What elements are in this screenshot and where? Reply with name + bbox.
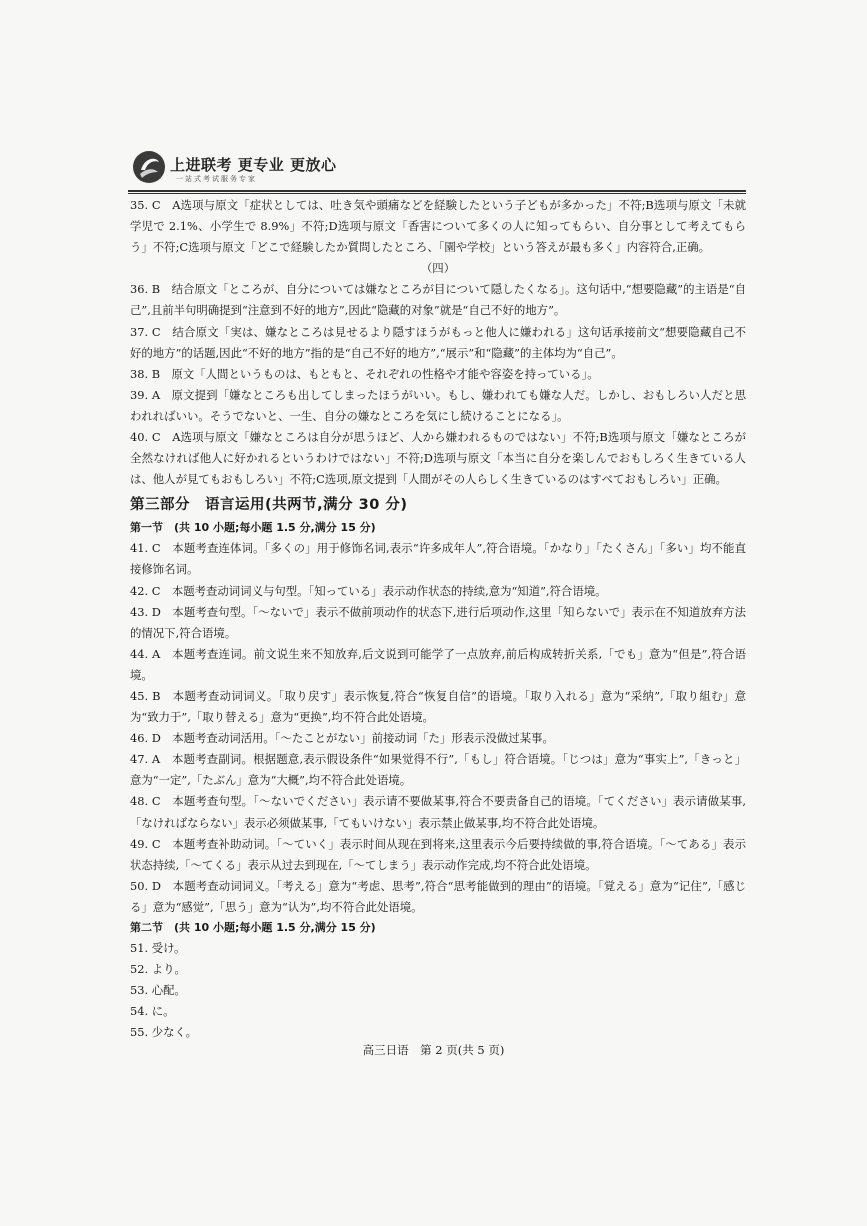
part-heading: 第三部分 语言运用(共两节,满分 30 分): [130, 497, 408, 514]
section-heading: 第一节 (共 10 小题;每小题 1.5 分,满分 15 分): [130, 521, 376, 535]
answer-item: 43. D 本题考查句型。「～ないで」表示不做前项动作的状态下,进行后项动作,这里「知らないで」表示在不知道放弃方法的情况下,符合语境。: [130, 604, 746, 640]
answer-item: 49. C 本题考查补助动词。「～ていく」表示时间从现在到将来,这里表示今后要持续做的事,符合语境。「～てある」表示状态持续,「～てくる」表示从过去到现在,「～てしまう」表示动作完成,均不符合此处语境。: [130, 836, 746, 872]
answer-content: [130, 195, 746, 1043]
answer-item: 40. C A选项与原文「嫌なところは自分が思うほど、人から嫌われるものではない」不符;B选项与原文「嫌なところが全然なければ他人に好かれるというわけではない」不符;D选项与原文「本当に自分を楽しんでおもしろく生きている人は、他人が見てもおもしろい」不符;C选项,原文提到「人間がその人らしく生きているのはすべておもしろい」正确。: [130, 430, 746, 487]
answer-item: 52. より。: [130, 962, 186, 977]
answer-item: 45. B 本题考查动词词义。「取り戻す」表示恢复,符合“恢复自信”的语境。「取り入れる」意为“采纳”,「取り組む」意为“致力于”,「取り替える」意为“更换”,均不符合此处语境。: [130, 688, 746, 725]
answer-item: 53. 心配。: [130, 983, 186, 998]
section-heading: 第二节 (共 10 小题;每小题 1.5 分,满分 15 分): [130, 921, 376, 934]
page-header: [128, 146, 748, 190]
answer-item: 39. A 原文提到「嫌なところも出してしまったほうがいい。もし、嫌われても嫌な人だ。しかし、おもしろい人だと思われればいい。そうでないと、一生、自分の嫌なところを気にし続けることになる」。: [130, 387, 746, 423]
answer-item: 55. 少なく。: [130, 1025, 198, 1040]
answer-item: 54. に。: [130, 1004, 175, 1019]
brand-subtitle: 一站式考试服务专家: [176, 175, 257, 183]
answer-item: 50. D 本题考查动词词义。「考える」意为“考虑、思考”,符合“思考能做到的理由”的语境。「覚える」意为“记住”,「感じる」意为“感觉”,「思う」意为“认为”,均不符合此处语境。: [130, 878, 746, 914]
page-footer: 高三日语 第 2 页(共 5 页): [362, 1043, 505, 1057]
answer-item: 42. C 本题考查动词词义与句型。「知っている」表示动作状态的持续,意为“知道”,符合语境。: [130, 583, 607, 598]
brand-logo-icon: [132, 150, 166, 184]
answer-item: 38. B 原文「人間というものは、もともと、それぞれの性格や才能や容姿を持っている」。: [130, 366, 599, 381]
answer-item: 35. C A选项与原文「症状としては、吐き気や頭痛などを経験したという子どもが多かった」不符;B选项与原文「未就学児で 2.1%、小学生で 8.9%」不符;D选项与原文「香害について多くの人に知ってもらい、自分事として考えてもらう」不符;C选项与原文「どこで経験したか質問したところ、「園や学校」という答えが最も多く」内容符合,正确。: [130, 198, 746, 255]
answer-item: 44. A 本题考查连词。前文说生来不知放弃,后文说到可能学了一点放弃,前后构成转折关系,「でも」意为“但是”,符合语境。: [130, 646, 746, 682]
brand-title: 上进联考 更专业 更放心: [170, 156, 337, 174]
answer-item: 48. C 本题考查句型。「～ないでください」表示请不要做某事,符合不要责备自己的语境。「てください」表示请做某事,「なければならない」表示必须做某事,「てもいけない」表示禁止做某事,均不符合此处语境。: [130, 794, 746, 830]
answer-item: 46. D 本题考查动词活用。「～たことがない」前接动词「た」形表示没做过某事。: [130, 731, 554, 746]
answer-item: 47. A 本题考查副词。根据题意,表示假设条件“如果觉得不行”,「もし」符合语境。「じつは」意为“事实上”,「きっと」意为“一定”,「たぶん」意为“大概”,均不符合此处语境。: [130, 752, 746, 788]
passage-marker: （四）: [420, 261, 456, 276]
answer-item: 41. C 本题考查连体词。「多くの」用于修饰名词,表示“许多成年人”,符合语境。「かなり」「たくさん」「多い」均不能直接修饰名词。: [130, 541, 746, 577]
answer-item: 37. C 结合原文「実は、嫌なところは見せるより隠すほうがもっと他人に嫌われる」这句话承接前文“想要隐藏自己不好的地方”的话题,因此“不好的地方”指的是“自己不好的地方”,“展示”和“隐藏”的主体均为“自己”。: [130, 324, 746, 360]
answer-item: 36. B 结合原文「ところが、自分については嫌なところが目について隠したくなる」。这句话中,“想要隐藏”的主语是“自己”,且前半句明确提到“注意到不好的地方”,因此“隐藏的对象”就是“自己不好的地方”。: [130, 282, 746, 318]
header-divider: [128, 190, 746, 194]
answer-item: 51. 受け。: [130, 941, 186, 955]
